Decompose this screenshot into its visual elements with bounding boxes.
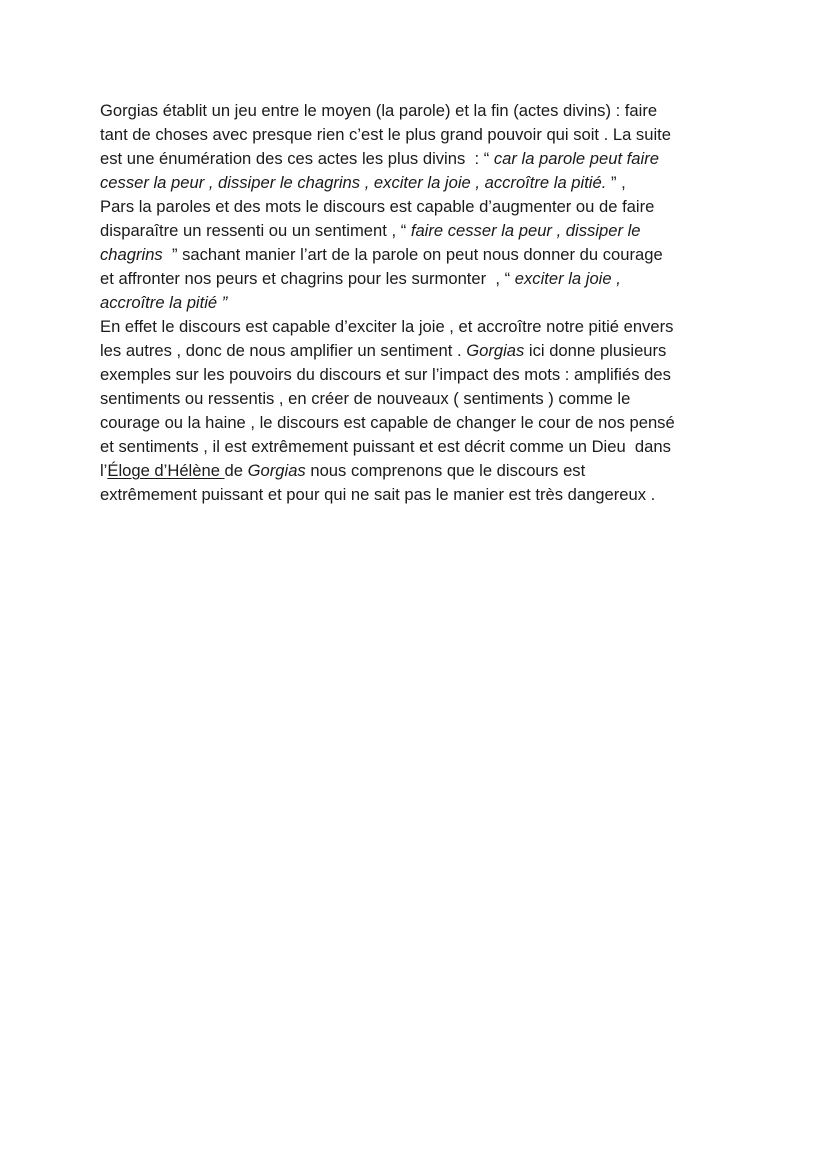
underlined-title-segment: Éloge d’Hélène xyxy=(107,461,225,480)
text-segment: tant de choses avec presque rien c’est le plus grand pouvoir qui soit . La suite xyxy=(100,125,671,144)
italic-text-segment: cesser la peur , dissiper le chagrins , exciter la joie , accroître la pitié. xyxy=(100,173,607,192)
text-segment: ” sachant manier l’art de la parole on peut nous donner du courage xyxy=(162,245,663,264)
italic-text-segment: exciter la joie , xyxy=(514,269,621,288)
text-line xyxy=(100,459,740,483)
text-segment: ici donne plusieurs xyxy=(524,341,667,360)
text-line xyxy=(100,219,740,243)
text-line xyxy=(100,315,740,339)
text-segment: Pars la paroles et des mots le discours est capable d’augmenter ou de faire xyxy=(100,197,655,216)
text-line xyxy=(100,363,740,387)
text-line xyxy=(100,243,740,267)
text-segment: de xyxy=(224,461,248,480)
text-segment: ” , xyxy=(606,173,626,192)
text-segment: et affronter nos peurs et chagrins pour les surmonter , “ xyxy=(100,269,515,288)
text-line xyxy=(100,339,740,363)
text-segment: courage ou la haine , le discours est capable de changer le cour de nos pensé xyxy=(100,413,675,432)
text-segment: En effet le discours est capable d’exciter la joie , et accroître notre pitié envers xyxy=(100,317,674,336)
text-line xyxy=(100,291,740,315)
text-line xyxy=(100,195,740,219)
text-segment: et sentiments , il est extrêmement puissant et est décrit comme un Dieu dans xyxy=(100,437,671,456)
text-segment: nous comprenons que le discours est xyxy=(305,461,586,480)
text-segment: sentiments ou ressentis , en créer de nouveaux ( sentiments ) comme le xyxy=(100,389,631,408)
italic-text-segment: Gorgias xyxy=(247,461,306,480)
text-segment: Gorgias établit un jeu entre le moyen (la parole) et la fin (actes divins) : faire xyxy=(100,101,658,120)
text-segment: les autres , donc de nous amplifier un sentiment . xyxy=(100,341,467,360)
italic-text-segment: faire cesser la peur , dissiper le xyxy=(410,221,641,240)
text-line xyxy=(100,123,740,147)
text-segment: est une énumération des ces actes les plus divins : “ xyxy=(100,149,494,168)
italic-text-segment: car la parole peut faire xyxy=(493,149,659,168)
italic-text-segment: accroître la pitié ” xyxy=(100,293,228,312)
text-segment: exemples sur les pouvoirs du discours et sur l’impact des mots : amplifiés des xyxy=(100,365,671,384)
text-line xyxy=(100,387,740,411)
text-line xyxy=(100,99,740,123)
body-paragraph xyxy=(100,99,740,507)
italic-text-segment: Gorgias xyxy=(466,341,525,360)
text-line xyxy=(100,483,740,507)
text-segment: extrêmement puissant et pour qui ne sait pas le manier est très dangereux . xyxy=(100,485,656,504)
italic-text-segment: chagrins xyxy=(100,245,163,264)
text-line xyxy=(100,171,740,195)
text-line xyxy=(100,267,740,291)
text-segment: disparaître un ressenti ou un sentiment , “ xyxy=(100,221,411,240)
text-line xyxy=(100,147,740,171)
text-segment: l’ xyxy=(100,461,108,480)
text-line xyxy=(100,435,740,459)
text-line xyxy=(100,411,740,435)
